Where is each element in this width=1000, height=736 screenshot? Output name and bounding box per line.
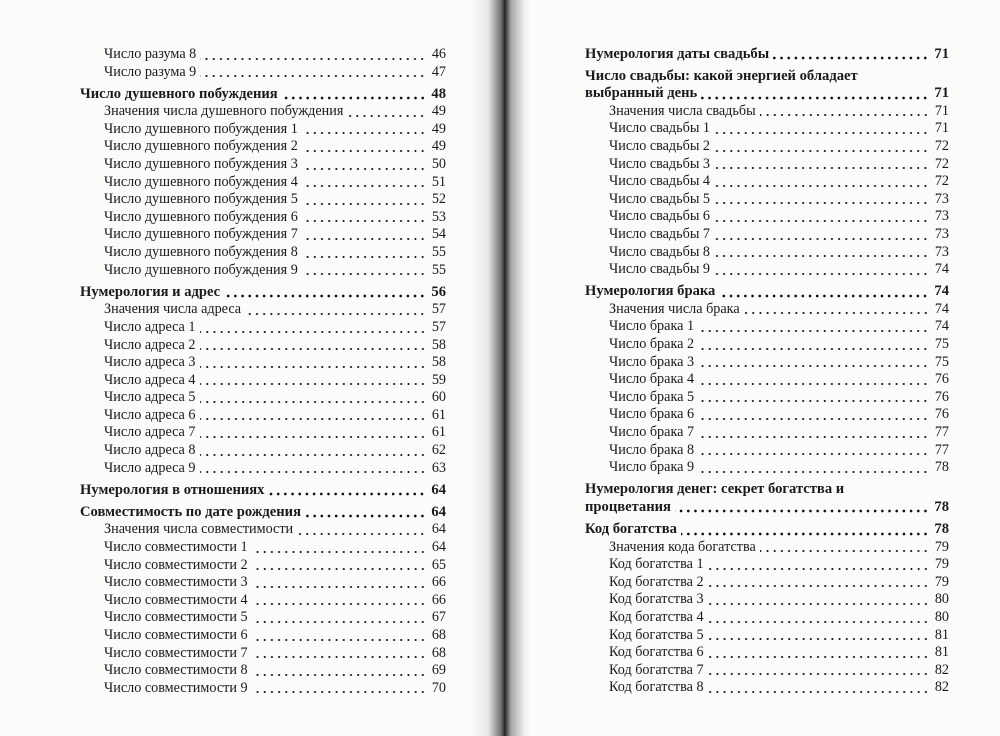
dot-leader: [302, 176, 426, 188]
toc-section-entry: [585, 499, 949, 517]
toc-entry-title: Нумерология в отношениях: [80, 481, 265, 498]
dot-leader: [200, 409, 427, 421]
toc-entry-title: Число брака 4: [609, 371, 695, 388]
toc-entry: [80, 103, 446, 121]
toc-entry-title: Число совместимости 4: [104, 591, 248, 608]
dot-leader: [200, 427, 427, 439]
toc-entry-title: Число совместимости 2: [104, 556, 248, 573]
toc-entry-title: Значения кода богатства: [609, 538, 756, 555]
dot-leader: [744, 303, 929, 315]
toc-page-number: 74: [934, 300, 949, 317]
toc-entry: [80, 574, 446, 592]
toc-page-number: 78: [934, 459, 949, 476]
toc-entry: [80, 262, 446, 280]
toc-page-number: 49: [431, 138, 446, 155]
dot-leader: [708, 682, 929, 694]
toc-entry-title: Число душевного побуждения: [80, 85, 278, 102]
toc-entry: [585, 679, 949, 697]
dot-leader: [701, 88, 929, 100]
toc-entry: [80, 319, 446, 337]
toc-page-number: 53: [431, 208, 446, 225]
toc-entry: [585, 627, 949, 645]
dot-leader: [347, 106, 426, 118]
toc-entry-title: Число душевного побуждения 9: [104, 261, 298, 278]
dot-leader: [282, 88, 426, 100]
dot-leader: [719, 286, 929, 298]
toc-page-number: 68: [431, 644, 446, 661]
toc-page-number: 69: [431, 662, 446, 679]
dot-leader: [297, 524, 426, 536]
book-gutter-shadow: [470, 0, 530, 736]
toc-page-number: 80: [934, 591, 949, 608]
toc-entry: [80, 372, 446, 390]
toc-entry-title: Нумерология и адрес: [80, 283, 221, 300]
dot-leader: [252, 647, 426, 659]
toc-entry: [80, 389, 446, 407]
toc-page-number: 57: [431, 318, 446, 335]
toc-entry-title: Число душевного побуждения 1: [104, 120, 298, 137]
dot-leader: [200, 445, 427, 457]
dot-leader: [714, 158, 929, 170]
dot-leader: [708, 576, 929, 588]
toc-entry: [585, 244, 949, 262]
toc-page-number: 78: [934, 520, 949, 537]
toc-page-number: 46: [431, 46, 446, 62]
toc-page-number: 65: [431, 556, 446, 573]
toc-entry-title: Число душевного побуждения 2: [104, 138, 298, 155]
toc-entry: [80, 662, 446, 680]
toc-page-number: 73: [934, 243, 949, 260]
dot-leader: [252, 630, 426, 642]
dot-leader: [224, 286, 426, 298]
toc-entry-title: Число свадьбы 6: [609, 208, 711, 225]
toc-page-number: 82: [934, 679, 949, 696]
toc-entry-title: Число брака 9: [609, 459, 695, 476]
dot-leader: [302, 141, 426, 153]
dot-leader: [698, 374, 929, 386]
toc-page-number: 71: [934, 85, 949, 102]
toc-page-number: 70: [431, 679, 446, 696]
toc-page-number: 64: [431, 503, 446, 520]
toc-entry-title: процветания: [585, 498, 671, 515]
toc-entry-title: выбранный день: [585, 85, 698, 102]
toc-entry-title: Число брака 3: [609, 353, 695, 370]
toc-page-number: 66: [431, 574, 446, 591]
dot-leader: [245, 304, 426, 316]
toc-page-number: 58: [431, 354, 446, 371]
dot-leader: [714, 176, 929, 188]
toc-page-number: 61: [431, 424, 446, 441]
toc-entry: [80, 609, 446, 627]
toc-section-entry: [80, 482, 446, 500]
toc-entry: [80, 64, 446, 82]
toc-entry: [80, 557, 446, 575]
toc-entry-title: Код богатства 5: [609, 626, 704, 643]
toc-page-number: 61: [431, 406, 446, 423]
dot-leader: [302, 194, 426, 206]
toc-entry-title: Число совместимости 3: [104, 574, 248, 591]
toc-entry: [585, 301, 949, 319]
dot-leader: [773, 48, 929, 60]
toc-page-number: 74: [934, 261, 949, 278]
toc-entry-title: Код богатства 3: [609, 591, 704, 608]
toc-page-number: 82: [934, 661, 949, 678]
toc-page-number: 59: [431, 371, 446, 388]
toc-entry-title: Значения числа брака: [609, 300, 740, 317]
toc-entry-title: Число свадьбы 8: [609, 243, 711, 260]
toc-entry-title: Число душевного побуждения 6: [104, 208, 298, 225]
toc-page-number: 55: [431, 244, 446, 261]
dot-leader: [760, 105, 929, 117]
toc-entry: [585, 389, 949, 407]
toc-page-number: 79: [934, 556, 949, 573]
dot-leader: [708, 559, 929, 571]
dot-leader: [252, 542, 426, 554]
toc-entry-title: Число совместимости 7: [104, 644, 248, 661]
toc-entry: [585, 120, 949, 138]
dot-leader: [252, 665, 426, 677]
toc-page-number: 72: [934, 137, 949, 154]
toc-entry: [585, 208, 949, 226]
toc-page-number: 76: [934, 388, 949, 405]
toc-page-number: 64: [431, 539, 446, 556]
toc-page-number: 73: [934, 190, 949, 207]
toc-entry: [80, 592, 446, 610]
dot-leader: [714, 211, 929, 223]
toc-entry-title: Число адреса 9: [104, 459, 196, 476]
toc-entry: [585, 442, 949, 460]
toc-entry: [80, 627, 446, 645]
toc-entry: [585, 406, 949, 424]
dot-leader: [714, 141, 929, 153]
toc-entry-title: Число адреса 6: [104, 406, 196, 423]
toc-entry-title: Код богатства 6: [609, 644, 704, 661]
dot-leader: [252, 682, 426, 694]
toc-page-number: 52: [431, 191, 446, 208]
dot-leader: [714, 246, 929, 258]
toc-page-number: 72: [934, 173, 949, 190]
toc-entry-title: Число свадьбы 2: [609, 137, 711, 154]
dot-leader: [302, 159, 426, 171]
toc-entry-title: Нумерология денег: секрет богатства и: [585, 481, 845, 498]
toc-entry-title: Число свадьбы 3: [609, 155, 711, 172]
toc-section-entry: [585, 481, 949, 499]
toc-entry-title: Код богатства: [585, 520, 677, 537]
toc-entry-title: Число брака 7: [609, 423, 695, 440]
toc-entry: [585, 371, 949, 389]
dot-leader: [708, 647, 929, 659]
toc-page-number: 66: [431, 591, 446, 608]
toc-entry: [585, 138, 949, 156]
dot-leader: [252, 577, 426, 589]
toc-entry: [80, 539, 446, 557]
toc-section-entry: [585, 521, 949, 539]
toc-section-entry: [80, 504, 446, 522]
toc-page-number: 71: [934, 120, 949, 137]
toc-entry: [80, 680, 446, 698]
toc-page-number: 68: [431, 627, 446, 643]
toc-page-number: 81: [934, 644, 949, 661]
toc-entry-title: Число совместимости 5: [104, 609, 248, 626]
toc-entry-title: Число свадьбы 9: [609, 261, 711, 278]
toc-entry: [80, 460, 446, 478]
toc-entry-title: Число совместимости 9: [104, 679, 248, 696]
toc-entry: [585, 354, 949, 372]
toc-entry-title: Число брака 1: [609, 318, 695, 335]
toc-page-number: 80: [934, 608, 949, 625]
dot-leader: [200, 66, 426, 78]
toc-page-number: 62: [431, 442, 446, 459]
toc-entry: [585, 556, 949, 574]
toc-entry: [585, 644, 949, 662]
toc-entry-title: Значения числа свадьбы: [609, 102, 756, 119]
toc-entry: [585, 103, 949, 121]
toc-entry-title: Число брака 2: [609, 336, 695, 352]
dot-leader: [305, 506, 426, 518]
toc-entry-title: Число душевного побуждения 3: [104, 156, 298, 173]
toc-page-number: 50: [431, 156, 446, 173]
toc-page-number: 71: [934, 45, 949, 62]
toc-entry: [80, 337, 446, 355]
toc-entry-title: Число адреса 5: [104, 389, 196, 406]
dot-leader: [252, 559, 426, 571]
toc-page-number: 75: [934, 353, 949, 370]
toc-entry: [585, 609, 949, 627]
dot-leader: [200, 49, 426, 61]
toc-entry-title: Нумерология даты свадьбы: [585, 45, 770, 62]
toc-page-number: 73: [934, 225, 949, 242]
toc-page-number: 63: [431, 459, 446, 476]
toc-page-number: 67: [431, 609, 446, 626]
dot-leader: [714, 264, 929, 276]
toc-page-number: 48: [431, 85, 446, 102]
dot-leader: [760, 541, 929, 553]
toc-section-entry: [585, 68, 949, 86]
toc-entry-title: Число свадьбы 7: [609, 225, 711, 242]
toc-entry-title: Число адреса 7: [104, 424, 196, 441]
toc-entry-title: Число совместимости 1: [104, 539, 248, 556]
toc-entry: [585, 336, 949, 354]
dot-leader: [200, 392, 427, 404]
dot-leader: [698, 444, 929, 456]
toc-entry-title: Число адреса 4: [104, 371, 196, 388]
toc-page-number: 77: [934, 423, 949, 440]
toc-entry-title: Значения числа адреса: [104, 301, 242, 318]
toc-entry-title: Число совместимости 6: [104, 627, 248, 643]
toc-page-number: 71: [934, 102, 949, 119]
toc-entry: [585, 226, 949, 244]
toc-entry: [80, 301, 446, 319]
toc-entry: [80, 407, 446, 425]
toc-page-number: 49: [431, 120, 446, 137]
toc-entry-title: Код богатства 7: [609, 661, 704, 678]
toc-entry-title: Число адреса 2: [104, 336, 196, 353]
toc-entry-title: Число адреса 3: [104, 354, 196, 371]
dot-leader: [252, 594, 426, 606]
toc-page-number: 76: [934, 406, 949, 423]
toc-page-number: 54: [431, 226, 446, 243]
toc-section-entry: [585, 46, 949, 64]
toc-entry-title: Число разума 8: [104, 46, 197, 62]
dot-leader: [268, 484, 426, 496]
toc-entry-title: Код богатства 1: [609, 556, 704, 573]
toc-page-number: 77: [934, 441, 949, 458]
dot-leader: [681, 524, 929, 536]
toc-page-number: 47: [431, 63, 446, 80]
dot-leader: [200, 462, 427, 474]
toc-page-number: 55: [431, 261, 446, 278]
dot-leader: [714, 193, 929, 205]
toc-entry-title: Число душевного побуждения 7: [104, 226, 298, 243]
dot-leader: [200, 322, 427, 334]
toc-entry-title: Число свадьбы: какой энергией обладает: [585, 67, 858, 84]
toc-entry-title: Число свадьбы 5: [609, 190, 711, 207]
toc-entry: [585, 424, 949, 442]
dot-leader: [200, 339, 427, 351]
toc-page-number: 64: [431, 481, 446, 498]
toc-entry: [80, 138, 446, 156]
dot-leader: [698, 409, 929, 421]
toc-section-entry: [80, 284, 446, 302]
toc-page-number: 79: [934, 573, 949, 590]
dot-leader: [675, 501, 929, 513]
toc-entry: [585, 459, 949, 477]
toc-page-number: 72: [934, 155, 949, 172]
dot-leader: [200, 374, 427, 386]
toc-entry: [585, 539, 949, 557]
dot-leader: [714, 123, 929, 135]
toc-page-number: 74: [934, 283, 949, 300]
toc-entry-title: Число свадьбы 1: [609, 120, 711, 137]
dot-leader: [698, 356, 929, 368]
toc-page-number: 58: [431, 336, 446, 353]
toc-entry: [585, 156, 949, 174]
toc-entry: [80, 521, 446, 539]
toc-entry-title: Число свадьбы 4: [609, 173, 711, 190]
toc-section-entry: [80, 86, 446, 104]
toc-entry-title: Число душевного побуждения 8: [104, 244, 298, 261]
left-page-toc: [80, 46, 446, 697]
toc-section-entry: [585, 85, 949, 103]
dot-leader: [698, 427, 929, 439]
toc-entry-title: Число брака 8: [609, 441, 695, 458]
toc-entry: [80, 46, 446, 64]
toc-page-number: 75: [934, 336, 949, 352]
toc-page-number: 79: [934, 538, 949, 555]
toc-page-number: 64: [431, 521, 446, 538]
dot-leader: [302, 247, 426, 259]
toc-entry: [80, 645, 446, 663]
toc-entry: [80, 424, 446, 442]
toc-entry: [80, 442, 446, 460]
toc-entry-title: Число адреса 1: [104, 318, 196, 335]
toc-entry: [80, 191, 446, 209]
toc-entry-title: Число душевного побуждения 5: [104, 191, 298, 208]
toc-entry: [80, 121, 446, 139]
toc-entry: [80, 354, 446, 372]
dot-leader: [302, 264, 426, 276]
dot-leader: [708, 629, 929, 641]
toc-page-number: 57: [431, 301, 446, 318]
toc-entry: [585, 662, 949, 680]
toc-entry-title: Значения числа совместимости: [104, 521, 294, 538]
dot-leader: [200, 357, 427, 369]
dot-leader: [252, 612, 426, 624]
toc-entry: [585, 318, 949, 336]
toc-page-number: 56: [431, 283, 446, 300]
dot-leader: [708, 594, 929, 606]
toc-page-number: 74: [934, 318, 949, 335]
toc-entry: [585, 173, 949, 191]
toc-entry-title: Число адреса 8: [104, 442, 196, 459]
toc-entry: [80, 226, 446, 244]
toc-entry-title: Число совместимости 8: [104, 662, 248, 679]
toc-entry-title: Совместимость по дате рождения: [80, 503, 301, 520]
toc-entry-title: Значения числа душевного побуждения: [104, 103, 344, 120]
toc-page-number: 60: [431, 389, 446, 406]
toc-entry: [80, 244, 446, 262]
toc-entry-title: Число разума 9: [104, 63, 197, 80]
toc-entry: [80, 174, 446, 192]
right-page-toc: [585, 41, 949, 697]
dot-leader: [698, 462, 929, 474]
toc-entry-title: Число брака 5: [609, 388, 695, 405]
toc-entry-title: Нумерология брака: [585, 283, 716, 300]
dot-leader: [302, 229, 426, 241]
toc-page-number: 51: [431, 173, 446, 190]
toc-entry-title: Код богатства 4: [609, 608, 704, 625]
toc-entry-title: Число брака 6: [609, 406, 695, 423]
toc-entry: [585, 261, 949, 279]
toc-page-number: 49: [431, 103, 446, 120]
dot-leader: [708, 664, 929, 676]
toc-entry: [80, 209, 446, 227]
dot-leader: [698, 339, 929, 351]
toc-entry-title: Код богатства 2: [609, 573, 704, 590]
toc-section-entry: [585, 283, 949, 301]
toc-page-number: 78: [934, 498, 949, 515]
dot-leader: [302, 211, 426, 223]
toc-page-number: 81: [934, 626, 949, 643]
toc-page-number: 73: [934, 208, 949, 225]
dot-leader: [708, 612, 929, 624]
dot-leader: [698, 321, 929, 333]
toc-page-number: 76: [934, 371, 949, 388]
dot-leader: [302, 123, 426, 135]
toc-entry: [585, 591, 949, 609]
toc-entry: [585, 574, 949, 592]
toc-entry-title: Число душевного побуждения 4: [104, 173, 298, 190]
dot-leader: [714, 229, 929, 241]
dot-leader: [698, 391, 929, 403]
toc-entry-title: Код богатства 8: [609, 679, 704, 696]
toc-entry: [80, 156, 446, 174]
toc-entry: [585, 191, 949, 209]
